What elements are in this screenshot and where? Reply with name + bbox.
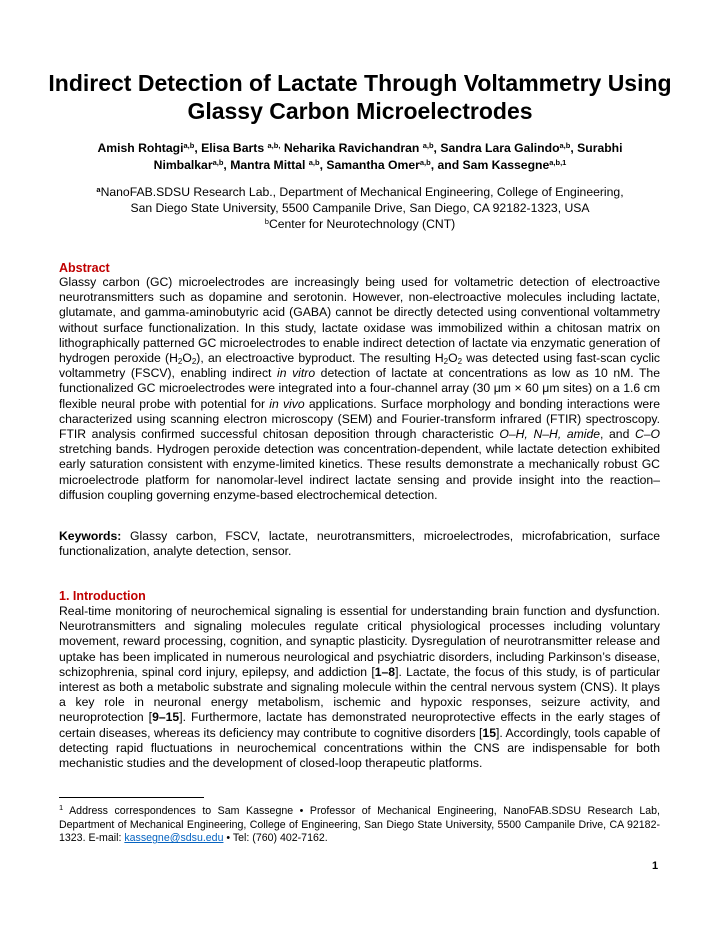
abstract-text: was detected using fast-scan cyclic voltammetry (FSCV), enabling indirect: [59, 351, 660, 381]
abstract-body: [59, 275, 660, 503]
subscript: 2: [443, 357, 449, 367]
separator: ,: [570, 141, 578, 155]
intro-text: Real-time monitoring of neurochemical signaling is essential for understanding brain function and dysfunction. Neurotransmitters and signaling molecules regulate critical physiological processes including voluntary movement, reward processing, cognition, and synaptic plasticity. Dysregulation of neurotransmitter release and uptake has been implicated in numerous neurological and psychiatric disorders, including Parkinson’s disease, schizophrenia, spinal cord injury, epilepsy, and addiction [: [59, 604, 660, 679]
abstract-text: stretching bands. Hydrogen peroxide detection was concentration-dependent, while lactate detection exhibited early saturation consistent with enzyme-limited kinetics. These results demonstrate a mechanically robust GC microelectrode platform for nanomolar-level indirect lactate sensing and provide insight into the reaction–diffusion coupling governing enzyme-based electrochemical detection.: [59, 442, 660, 502]
abstract-text: applications. Surface morphology and bonding interactions were characterized using scanning electron microscopy (SEM) and Fourier-transform infrared (FTIR) spectroscopy. FTIR analysis confirmed successful chitosan deposition through characteristic: [59, 396, 661, 442]
author-affil-mark: a,b: [308, 158, 320, 167]
author-affil-mark: a,b,1: [549, 158, 567, 167]
separator: ,: [319, 158, 327, 172]
page-number: 1: [652, 860, 659, 872]
subscript: 2: [191, 357, 197, 367]
author-name: Samantha Omer: [326, 158, 420, 172]
author-affil-mark: a,b: [422, 141, 434, 150]
abstract-heading: Abstract: [59, 261, 110, 275]
abstract-text: Glassy carbon (GC) microelectrodes are increasingly being used for voltametric detection of electroactive neurotransmitters such as dopamine and serotonin. However, non-electroactive molecules including lactate, glutamate, and gamma-aminobutyric acid (GABA) cannot be directly detected using conventional voltammetry without surface functionalization. In this study, lactate oxidase was immobilized within a chitosan matrix on lithographically patterned GC microelectrodes to enable indirect detection of lactate via enzymatic generation of hydrogen peroxide (H: [59, 275, 660, 366]
author-name: Mantra Mittal: [230, 158, 306, 172]
citation: 9–15: [152, 710, 180, 725]
subscript: 2: [177, 357, 183, 367]
affiliations: [60, 184, 660, 232]
affil-text: NanoFAB.SDSU Research Lab., Department of Mechanical Engineering, College of Engineering,: [100, 185, 624, 199]
author-list: [70, 140, 650, 174]
citation: 1–8: [374, 664, 396, 679]
separator: ,: [223, 158, 231, 172]
separator: , and: [430, 158, 463, 172]
italic-term: C–O: [634, 427, 661, 442]
author-affil-mark: a,b: [559, 141, 571, 150]
abstract-text: ), an electroactive byproduct. The resulting H: [196, 351, 444, 366]
intro-text: ]. Furthermore, lactate has demonstrated neuroprotective effects in the early stages of certain diseases, whereas its deficiency may contribute to cognitive disorders [: [59, 710, 660, 740]
italic-term: amide: [566, 427, 601, 442]
affiliation-b: [60, 216, 660, 232]
separator: ,: [433, 141, 441, 155]
introduction-body: [59, 604, 660, 771]
separator: ,: [194, 141, 202, 155]
affiliation-a-line1: [60, 184, 660, 200]
affil-text: Center for Neurotechnology (CNT): [268, 217, 456, 231]
affiliation-a-line2: San Diego State University, 5500 Campanile Drive, San Diego, CA 92182-1323, USA: [130, 201, 590, 215]
affil-mark-b: b: [264, 217, 269, 226]
footnote-mark: 1: [59, 803, 64, 812]
abstract-text: detection of lactate at concentrations as low as 10 nM. The functionalized GC microelectrodes were integrated into a four-channel array (30 μm × 60 μm sites) on a 1.6 cm flexible neural probe with potential for: [59, 366, 660, 411]
author-affil-mark: a,b: [183, 141, 195, 150]
keywords: [59, 529, 660, 559]
footnote-text: Address correspondences to Sam Kassegne • Professor of Mechanical Engineering, NanoFAB.SDSU Research Lab, Department of Mechanical Engineering, College of Engineering, San Diego State University, 5500 Campanile Drive, CA 92182-1323. E-mail:: [59, 805, 660, 845]
abstract-text: , and: [600, 427, 635, 442]
author-affil-mark: a,b,: [267, 141, 281, 150]
author-name: Amish Rohtagi: [97, 141, 184, 155]
italic-term: N–H,: [533, 427, 562, 442]
author-affil-mark: a,b: [419, 158, 431, 167]
italic-term: in vivo: [269, 396, 305, 411]
footnote-divider: [59, 797, 204, 798]
author-name: Sandra Lara Galindo: [440, 141, 560, 155]
author-name: Elisa Barts: [201, 141, 265, 155]
italic-term: in vitro: [277, 366, 316, 381]
section-heading-introduction: 1. Introduction: [59, 589, 146, 603]
citation: 15: [482, 725, 496, 740]
intro-text: ]. Lactate, the focus of this study, is of particular interest as both a metabolic substrate and signaling molecule within the central nervous system (CNS). It plays a key role in neuronal energy metabolism, ischemic and hypoxic responses, seizure activity, and neuroprotection [: [59, 664, 661, 725]
paper-title: Indirect Detection of Lactate Through Voltammetry Using Glassy Carbon Microelectrodes: [48, 70, 672, 124]
affil-mark-a: a: [96, 185, 101, 194]
author-affil-mark: a,b: [212, 158, 224, 167]
keywords-label: Keywords:: [59, 529, 122, 543]
italic-term: O–H,: [499, 427, 528, 442]
email-link[interactable]: kassegne@sdsu.edu: [124, 832, 224, 845]
subscript: 2: [457, 357, 463, 367]
intro-text: ]. Accordingly, tools capable of detecting rapid fluctuations in neurochemical concentrations within the CNS are indispensable for both mechanistic studies and the development of closed-loop therapeutic platforms.: [59, 725, 660, 771]
footnote: [59, 805, 660, 846]
author-name: Sam Kassegne: [462, 158, 550, 172]
author-name: Surabhi Nimbalkar: [153, 141, 623, 172]
author-name: Neharika Ravichandran: [283, 141, 420, 155]
keywords-text: Glassy carbon, FSCV, lactate, neurotransmitters, microelectrodes, microfabrication, surface functionalization, analyte detection, sensor.: [59, 529, 660, 559]
footnote-text: • Tel: (760) 402-7162.: [223, 832, 328, 845]
abstract-text: O: [182, 351, 192, 366]
abstract-text: O: [448, 351, 458, 366]
